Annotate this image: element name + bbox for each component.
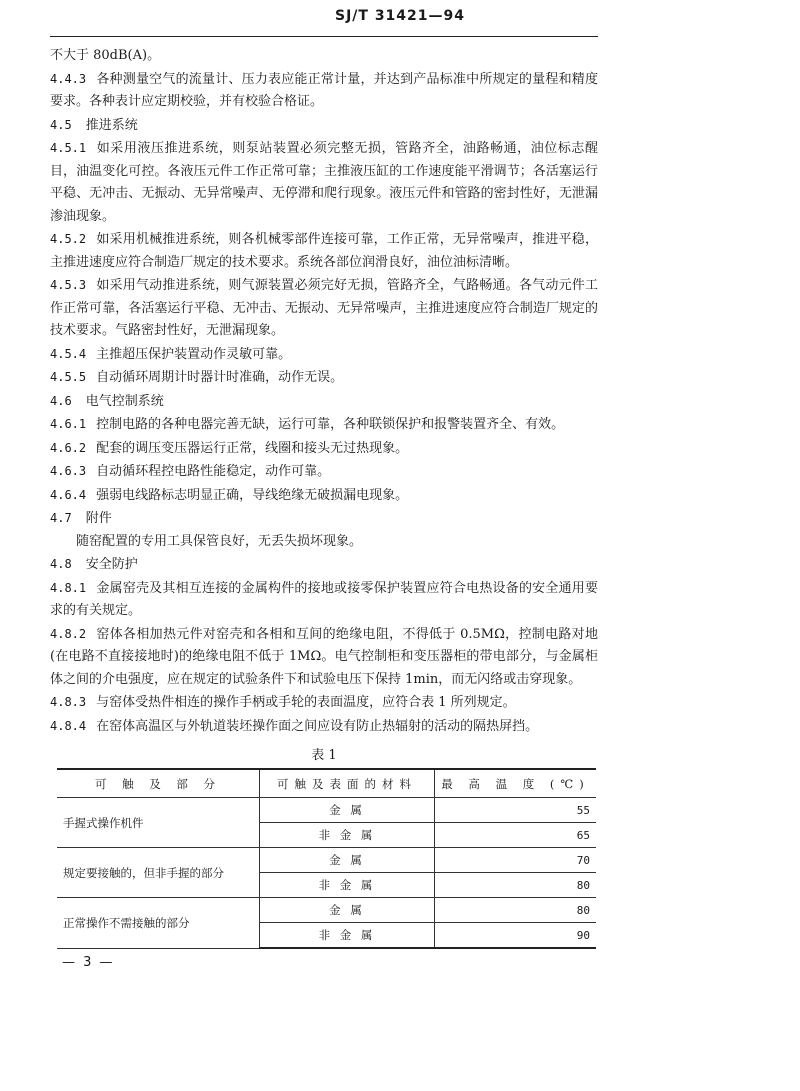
table-header-row [57,769,596,798]
clause-4-5-3 [50,274,598,343]
clause-number: 4.8.3 [50,695,87,709]
section-heading-4-8 [50,553,598,577]
clause-4-6-1 [50,413,598,437]
section-heading-4-5 [50,114,598,138]
clause-4-8-4 [50,715,598,739]
clause-4-5-1 [50,137,598,228]
temperature-table [57,768,596,949]
clause-text: 如采用液压推进系统，则泵站装置必须完整无损，管路齐全，油路畅通，油位标志醒目，油温变化可控。各液压元件工作正常可靠；主推液压缸的工作速度能平滑调节；各活塞运行平稳、无冲击、无振动、无异常噪声、无停滞和爬行现象。液压元件和管路的密封性好，无泄漏渗油现象。 [50,141,598,224]
clause-text: 控制电路的各种电器完善无缺，运行可靠，各种联锁保护和报警装置齐全、有效。 [96,417,565,432]
table-cell-temp: 55 [435,798,597,823]
section-number: 4.8 [50,557,72,571]
clause-text: 自动循环程控电路性能稳定，动作可靠。 [96,464,331,479]
clause-number: 4.5.3 [50,278,87,292]
page-number: — 3 — [62,955,115,970]
clause-4-5-2 [50,228,598,274]
clause-number: 4.6.3 [50,464,87,478]
table-cell-part: 规定要接触的，但非手握的部分 [57,848,260,898]
clause-4-7-text: 随窑配置的专用工具保管良好，无丢失损坏现象。 [76,533,363,549]
clause-number: 4.8.1 [50,580,87,595]
table-cell-material: 金 属 [260,798,435,823]
clause-4-6-3 [50,460,598,484]
clause-text: 窑体各相加热元件对窑壳和各相和互间的绝缘电阻，不得低于 0.5MΩ，控制电路对地(在电路不直接接地时)的绝缘电阻不低于 1MΩ。电气控制柜和变压器柜的带电部分，与金属柜体之间的介电强度，应在规定的试验条件下和试验电压下保持 1min，而无闪络或击穿现象。 [50,626,598,687]
table-cell-part: 手握式操作机件 [57,798,260,848]
clause-4-5-5 [50,366,598,390]
clause-4-4-3 [50,68,598,114]
table-cell-temp: 90 [435,923,597,949]
clause-number: 4.4.3 [50,71,87,86]
section-title: 电气控制系统 [85,393,164,409]
clause-number: 4.5.5 [50,370,87,384]
clause-text: 配套的调压变压器运行正常，线圈和接头无过热现象。 [96,440,409,456]
table-cell-material: 非 金 属 [260,923,435,949]
clause-text: 各种测量空气的流量计、压力表应能正常计量，并达到产品标准中所规定的量程和精度要求。各种表计应定期校验，并有校验合格证。 [50,71,598,109]
table-row [57,798,596,823]
document-body [50,45,598,738]
section-heading-4-7 [50,507,598,531]
clause-text: 与窑体受热件相连的操作手柄或手轮的表面温度，应符合表 1 所列规定。 [96,695,516,710]
section-number: 4.7 [50,511,72,525]
clause-4-8-3 [50,691,598,715]
clause-4-5-4 [50,343,598,367]
clause-4-8-1 [50,577,598,623]
clause-4-6-4 [50,484,598,508]
column-header-material: 可触及表面的材料 [260,769,435,798]
clause-number: 4.6.4 [50,487,87,502]
clause-text: 在窑体高温区与外轨道装坯操作面之间应设有防止热辐射的活动的隔热屏挡。 [96,718,539,734]
clause-text: 金属窑壳及其相互连接的金属构件的接地或接零保护装置应符合电热设备的安全通用要求的有关规定。 [50,580,598,618]
section-heading-4-6 [50,390,598,414]
section-title: 附件 [85,511,112,526]
section-title: 推进系统 [85,117,138,133]
standard-code-header: SJ/T 31421—94 [334,8,466,24]
table-cell-material: 金 属 [260,848,435,873]
clause-4-8-2 [50,623,598,692]
clause-text: 如采用气动推进系统，则气源装置必须完好无损，管路齐全，气路畅通。各气动元件工作正常可靠，各活塞运行平稳、无冲击、无振动、无异常噪声，主推进速度应符合制造厂规定的技术要求。气路密封性好，无泄漏现象。 [50,278,598,338]
table-cell-temp: 70 [435,848,597,873]
table-cell-temp: 80 [435,898,597,923]
clause-number: 4.8.4 [50,718,87,733]
clause-4-6-2 [50,437,598,461]
table-cell-material: 非 金 属 [260,823,435,848]
section-title: 安全防护 [85,557,138,572]
table-row [57,898,596,923]
clause-text: 强弱电线路标志明显正确，导线绝缘无破损漏电现象。 [96,487,409,503]
table-cell-temp: 80 [435,873,597,898]
clause-number: 4.6.1 [50,417,87,431]
table-cell-temp: 65 [435,823,597,848]
clause-text: 如采用机械推进系统，则各机械零部件连接可靠，工作正常，无异常噪声，推进平稳，主推进速度应符合制造厂规定的技术要求。系统各部位润滑良好，油位油标清晰。 [50,232,598,270]
table-cell-part: 正常操作不需接触的部分 [57,898,260,949]
clause-number: 4.5.1 [50,141,87,155]
section-number: 4.5 [50,117,72,132]
table-caption: 表 1 [311,748,337,763]
section-number: 4.6 [50,393,72,408]
table-row [57,848,596,873]
table-cell-material: 金 属 [260,898,435,923]
clause-number: 4.8.2 [50,626,87,641]
clause-number: 4.5.4 [50,346,87,361]
clause-number: 4.6.2 [50,440,87,455]
clause-number: 4.5.2 [50,232,87,246]
table-cell-material: 非 金 属 [260,873,435,898]
column-header-part: 可 触 及 部 分 [57,769,260,798]
header-rule [50,36,598,37]
paragraph: 不大于 80dB(A)。 [50,48,161,63]
clause-text: 主推超压保护装置动作灵敏可靠。 [96,346,292,362]
column-header-max-temp: 最 高 温 度 (℃) [435,769,597,798]
clause-text: 自动循环周期计时器计时准确，动作无误。 [96,370,344,385]
